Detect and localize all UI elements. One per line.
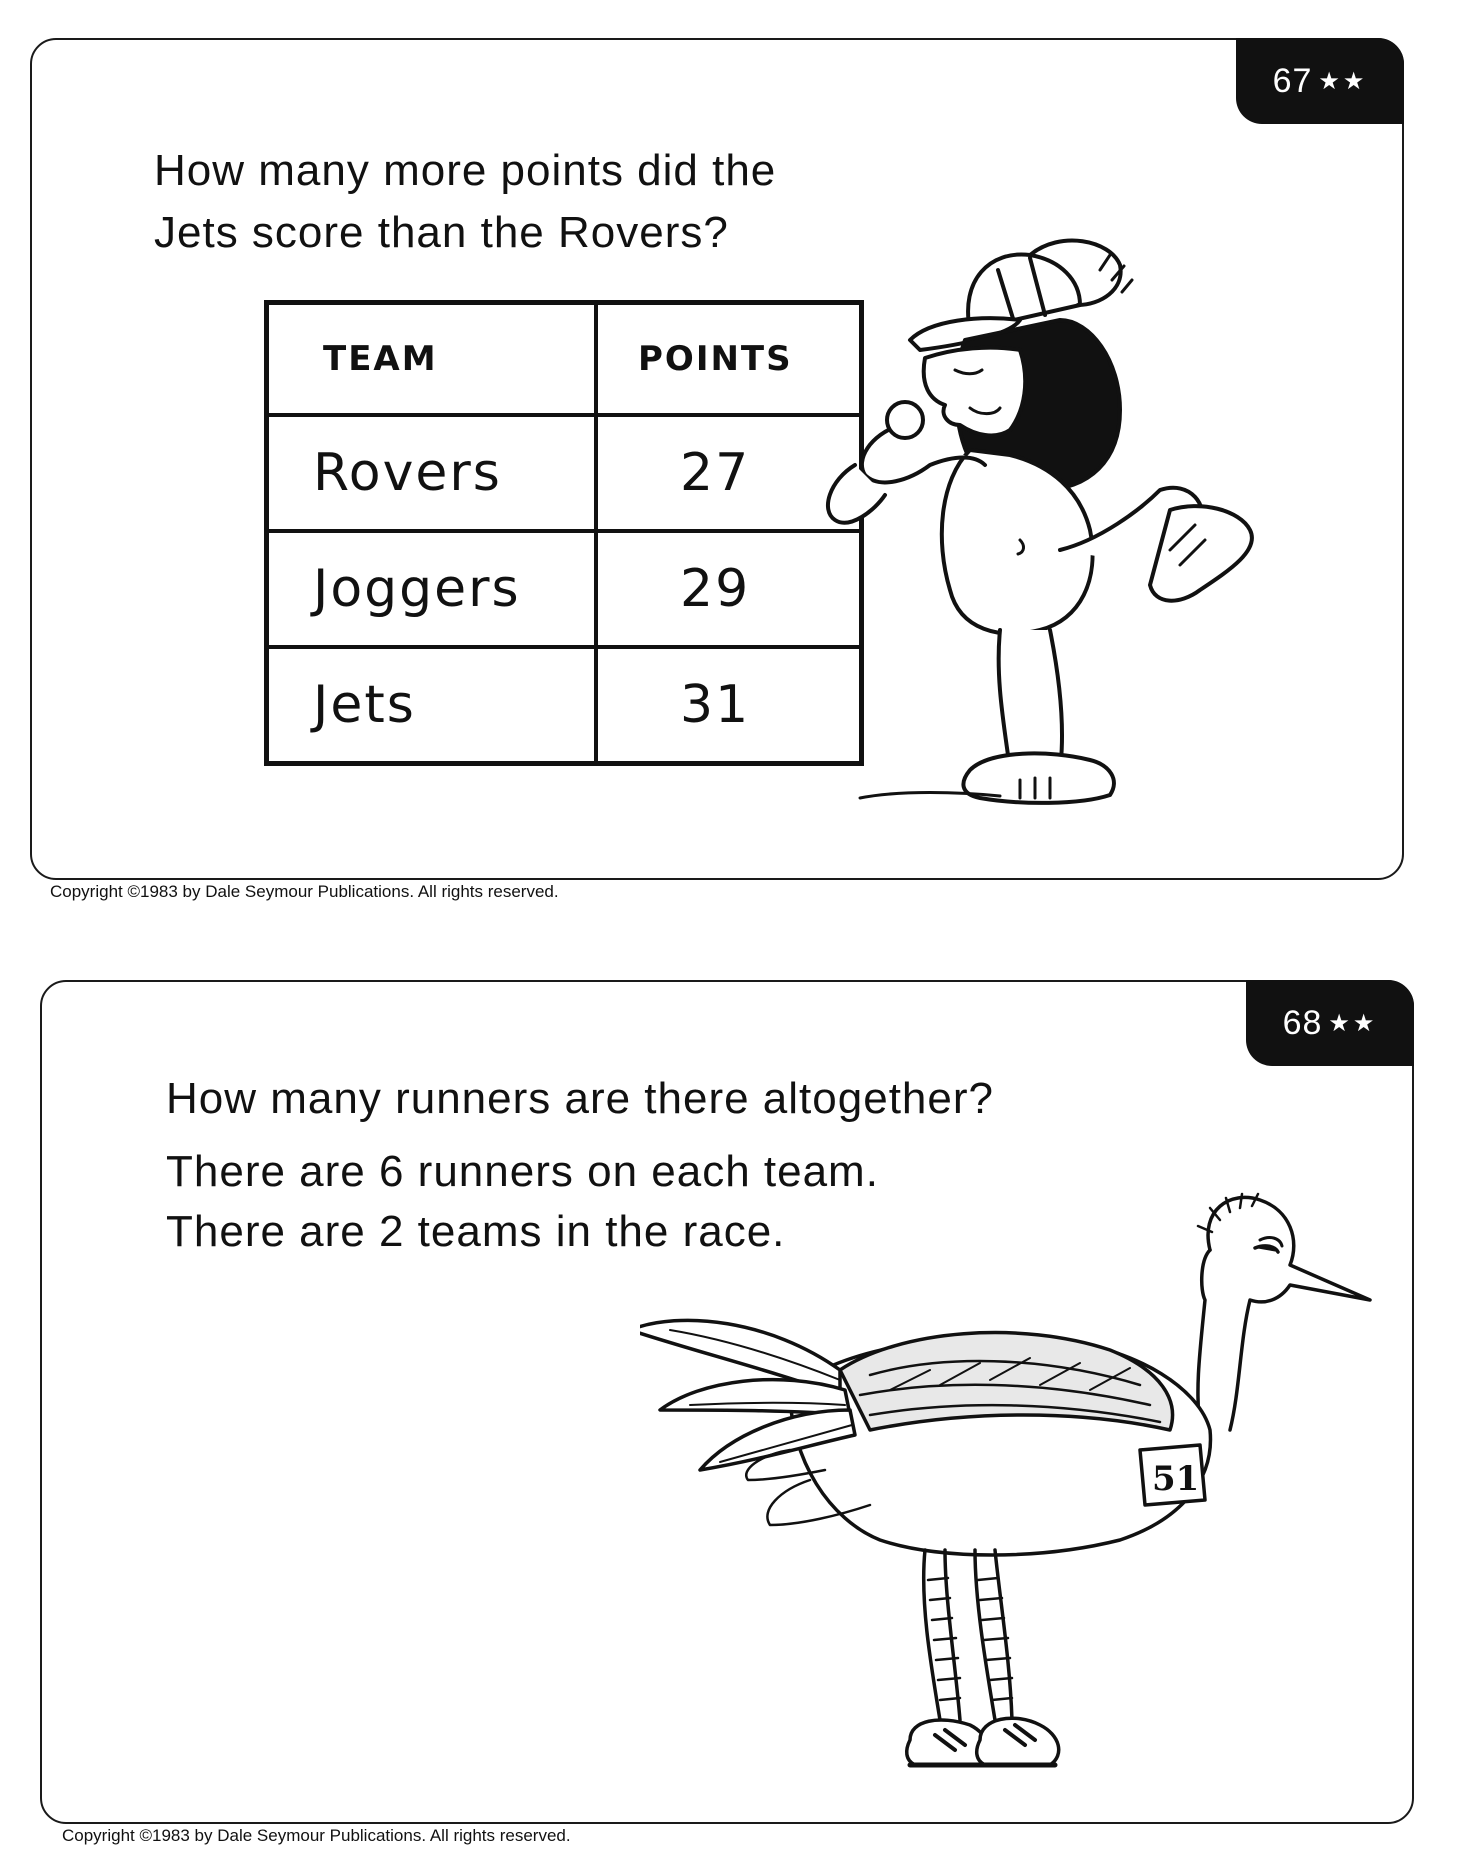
baseball-pitcher-illustration: [760, 210, 1280, 850]
copyright-notice: Copyright ©1983 by Dale Seymour Publications. All rights reserved.: [62, 1826, 571, 1845]
info-line-2: There are 2 teams in the race.: [166, 1207, 786, 1256]
copyright-notice: Copyright ©1983 by Dale Seymour Publications. All rights reserved.: [50, 882, 559, 901]
card-number: 67: [1272, 62, 1313, 100]
team-name: Joggers: [267, 531, 597, 647]
difficulty-stars-icon: ★★: [1318, 68, 1368, 95]
question-line-1: How many more points did the: [154, 146, 777, 195]
team-name: Jets: [267, 647, 597, 764]
team-points: 27: [596, 415, 862, 531]
card-number-badge: [1246, 980, 1414, 1066]
team-name: Rovers: [267, 415, 597, 531]
runner-bib-number: 51: [1152, 1459, 1200, 1499]
header-team: TEAM: [267, 303, 597, 416]
info-line-1: There are 6 runners on each team.: [166, 1147, 879, 1196]
question-text: [154, 140, 776, 264]
card-number: 68: [1282, 1004, 1323, 1042]
difficulty-stars-icon: ★★: [1328, 1010, 1378, 1037]
team-points: 29: [596, 531, 862, 647]
card-number-badge: [1236, 38, 1404, 124]
question-line-2: Jets score than the Rovers?: [154, 208, 729, 257]
team-points: 31: [596, 647, 862, 764]
ostrich-runner-illustration: [640, 1180, 1400, 1820]
header-points: POINTS: [596, 303, 862, 416]
question-text: How many runners are there altogether?: [166, 1074, 994, 1123]
